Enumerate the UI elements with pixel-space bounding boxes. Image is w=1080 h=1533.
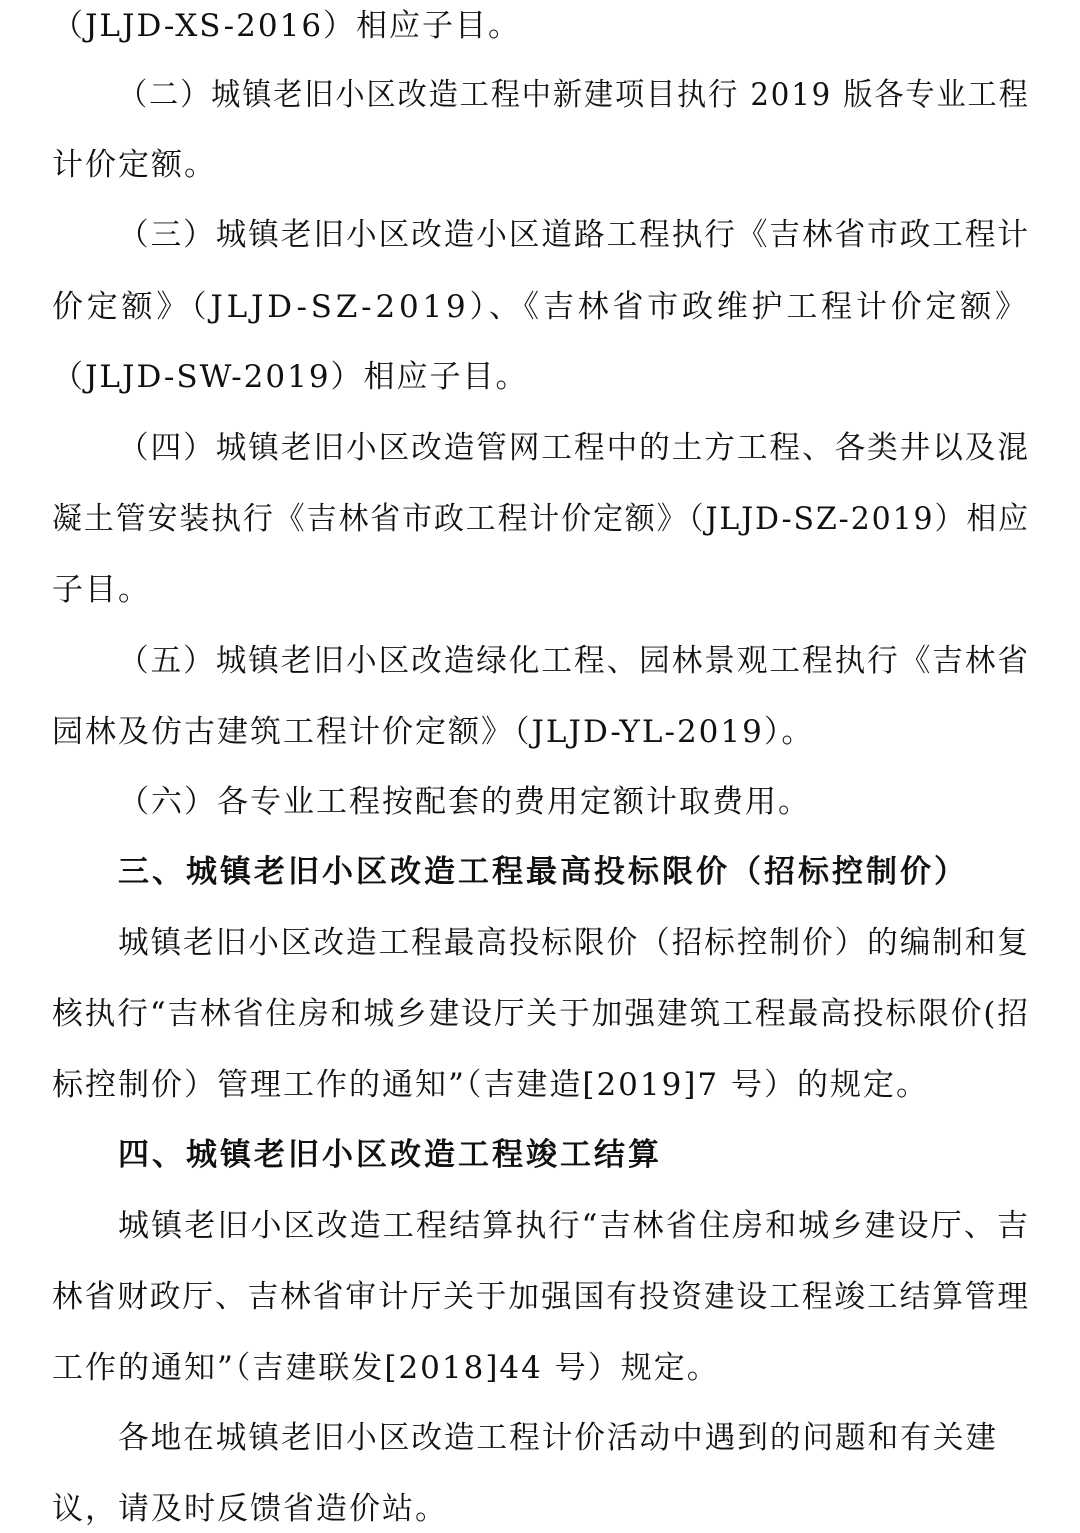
text-line-8: 凝土管安装执行《吉林省市政工程计价定额》（JLJD-SZ-2019）相应	[52, 501, 1030, 537]
section-heading-3: 三、城镇老旧小区改造工程最高投标限价（招标控制价）	[118, 854, 968, 890]
text-line-3: 计价定额。	[52, 147, 217, 183]
text-line-5: 价定额》（JLJD-SZ-2019）、《吉林省市政维护工程计价定额》	[52, 289, 1030, 325]
text-line-18: 城镇老旧小区改造工程结算执行“吉林省住房和城乡建设厅、吉	[118, 1208, 1030, 1244]
text-line-20: 工作的通知”（吉建联发[2018]44 号）规定。	[52, 1350, 720, 1386]
section-heading-4: 四、城镇老旧小区改造工程竣工结算	[118, 1137, 662, 1173]
text-line-19: 林省财政厅、吉林省审计厅关于加强国有投资建设工程竣工结算管理	[52, 1279, 1030, 1315]
text-line-15: 核执行“吉林省住房和城乡建设厅关于加强建筑工程最高投标限价(招	[52, 996, 1030, 1032]
text-line-7: （四）城镇老旧小区改造管网工程中的土方工程、各类井以及混	[118, 430, 1030, 466]
text-line-4: （三）城镇老旧小区改造小区道路工程执行《吉林省市政工程计	[118, 217, 1030, 253]
text-line-16: 标控制价）管理工作的通知”（吉建造[2019]7 号）的规定。	[52, 1067, 930, 1103]
text-line-9: 子目。	[52, 572, 151, 608]
text-line-11: 园林及仿古建筑工程计价定额》（JLJD-YL-2019）。	[52, 714, 815, 750]
text-line-1: （JLJD-XS-2016）相应子目。	[52, 8, 522, 44]
text-line-14: 城镇老旧小区改造工程最高投标限价（招标控制价）的编制和复	[118, 925, 1030, 961]
text-line-21: 各地在城镇老旧小区改造工程计价活动中遇到的问题和有关建	[118, 1420, 998, 1456]
text-line-12: （六）各专业工程按配套的费用定额计取费用。	[118, 784, 811, 820]
text-line-22: 议，请及时反馈省造价站。	[52, 1491, 448, 1527]
text-line-10: （五）城镇老旧小区改造绿化工程、园林景观工程执行《吉林省	[118, 643, 1030, 679]
text-line-2: （二）城镇老旧小区改造工程中新建项目执行 2019 版各专业工程	[118, 77, 1030, 113]
text-line-6: （JLJD-SW-2019）相应子目。	[52, 359, 529, 395]
